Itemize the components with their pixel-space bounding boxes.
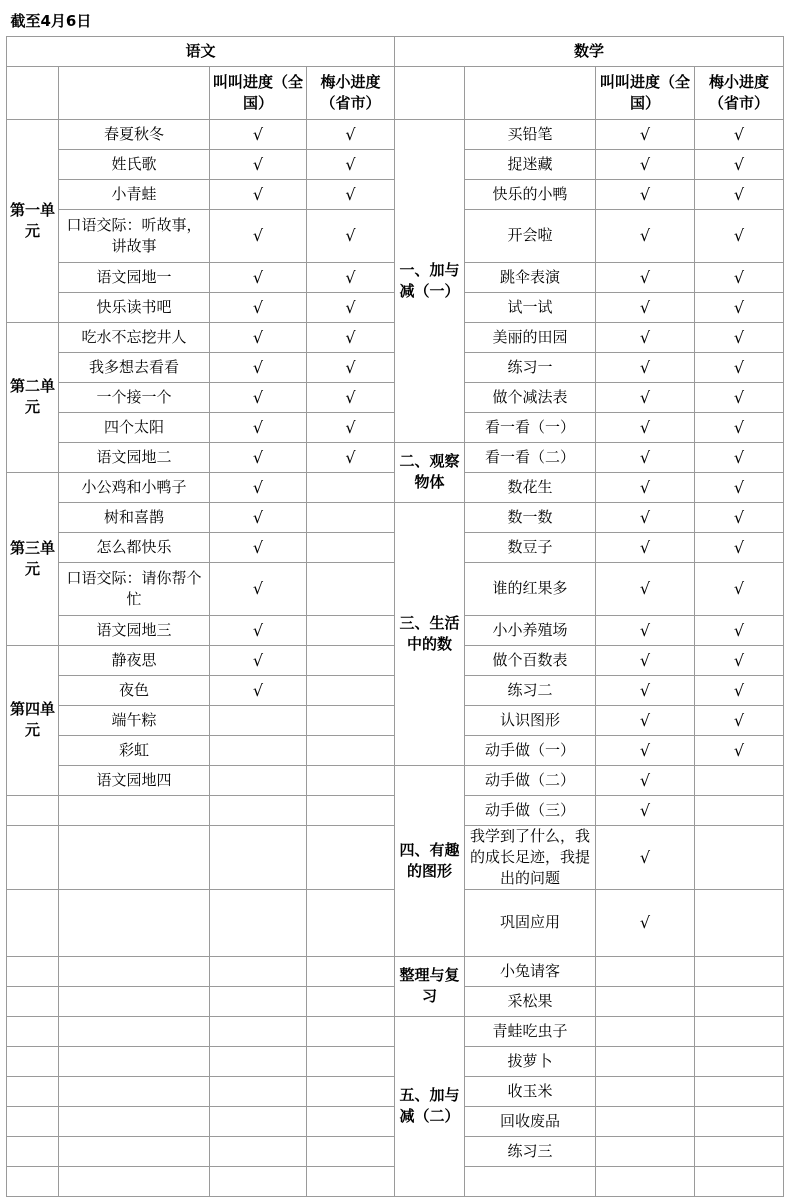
chinese-jiaojiao-check: √ <box>210 292 307 322</box>
chinese-meixiao-check <box>307 1046 395 1076</box>
math-lesson-name: 练习三 <box>465 1136 596 1166</box>
chinese-unit-cell <box>7 986 59 1016</box>
math-meixiao-check: √ <box>695 262 784 292</box>
chinese-unit-cell <box>7 889 59 956</box>
chinese-unit-cell <box>7 956 59 986</box>
chinese-meixiao-check <box>307 705 395 735</box>
chinese-jiaojiao-check <box>210 1016 307 1046</box>
math-unit-cell: 三、生活中的数 <box>395 502 465 765</box>
math-jiaojiao-check <box>596 986 695 1016</box>
math-lesson-name: 数花生 <box>465 472 596 502</box>
chinese-lesson-name: 端午粽 <box>59 705 210 735</box>
chinese-lesson-name <box>59 1166 210 1196</box>
chinese-lesson-name: 小公鸡和小鸭子 <box>59 472 210 502</box>
chinese-meixiao-check <box>307 795 395 825</box>
chinese-jiaojiao-check <box>210 795 307 825</box>
chinese-meixiao-check <box>307 502 395 532</box>
chinese-jiaojiao-check <box>210 705 307 735</box>
math-jiaojiao-check: √ <box>596 209 695 262</box>
chinese-meixiao-check <box>307 562 395 615</box>
chinese-meixiao-header: 梅小进度（省市） <box>307 66 395 119</box>
chinese-lesson-name: 四个太阳 <box>59 412 210 442</box>
math-meixiao-check <box>695 1016 784 1046</box>
chinese-jiaojiao-check: √ <box>210 149 307 179</box>
chinese-jiaojiao-check: √ <box>210 502 307 532</box>
chinese-lesson-name: 语文园地二 <box>59 442 210 472</box>
chinese-jiaojiao-check <box>210 986 307 1016</box>
math-meixiao-check: √ <box>695 645 784 675</box>
chinese-meixiao-check <box>307 1106 395 1136</box>
math-meixiao-check: √ <box>695 442 784 472</box>
chinese-lesson-name: 姓氏歌 <box>59 149 210 179</box>
math-lesson-name: 看一看（一） <box>465 412 596 442</box>
math-meixiao-header: 梅小进度（省市） <box>695 66 784 119</box>
math-meixiao-check <box>695 795 784 825</box>
math-lesson-name: 练习一 <box>465 352 596 382</box>
chinese-meixiao-check: √ <box>307 262 395 292</box>
math-lesson-name: 快乐的小鸭 <box>465 179 596 209</box>
math-jiaojiao-check <box>596 1136 695 1166</box>
math-meixiao-check: √ <box>695 675 784 705</box>
chinese-jiaojiao-check: √ <box>210 262 307 292</box>
math-jiaojiao-check <box>596 1076 695 1106</box>
math-meixiao-check: √ <box>695 412 784 442</box>
math-jiaojiao-check <box>596 956 695 986</box>
math-meixiao-check: √ <box>695 179 784 209</box>
math-lesson-name <box>465 1166 596 1196</box>
math-jiaojiao-check <box>596 1166 695 1196</box>
chinese-lesson-name: 吃水不忘挖井人 <box>59 322 210 352</box>
math-unit-cell: 五、加与减（二） <box>395 1016 465 1196</box>
chinese-jiaojiao-check <box>210 735 307 765</box>
chinese-jiaojiao-check: √ <box>210 382 307 412</box>
progress-sheet <box>6 7 784 1197</box>
math-jiaojiao-check: √ <box>596 149 695 179</box>
math-meixiao-check <box>695 1136 784 1166</box>
math-unit-cell: 四、有趣的图形 <box>395 765 465 956</box>
math-lesson-name: 做个减法表 <box>465 382 596 412</box>
chinese-lesson-name: 夜色 <box>59 675 210 705</box>
math-lesson-name: 小兔请客 <box>465 956 596 986</box>
math-jiaojiao-check: √ <box>596 382 695 412</box>
math-jiaojiao-check: √ <box>596 412 695 442</box>
chinese-jiaojiao-check: √ <box>210 675 307 705</box>
math-meixiao-check: √ <box>695 532 784 562</box>
chinese-meixiao-check <box>307 889 395 956</box>
chinese-jiaojiao-check <box>210 1106 307 1136</box>
math-lesson-name: 收玉米 <box>465 1076 596 1106</box>
math-lesson-name: 练习二 <box>465 675 596 705</box>
math-jiaojiao-check: √ <box>596 262 695 292</box>
math-jiaojiao-check: √ <box>596 825 695 889</box>
math-jiaojiao-check: √ <box>596 322 695 352</box>
math-header: 数学 <box>395 36 784 66</box>
chinese-unit-cell <box>7 825 59 889</box>
math-jiaojiao-check: √ <box>596 562 695 615</box>
math-lesson-name: 动手做（三） <box>465 795 596 825</box>
math-meixiao-check <box>695 1046 784 1076</box>
math-jiaojiao-check: √ <box>596 645 695 675</box>
math-lesson-name: 美丽的田园 <box>465 322 596 352</box>
math-lesson-name: 巩固应用 <box>465 889 596 956</box>
chinese-meixiao-check <box>307 472 395 502</box>
math-jiaojiao-check: √ <box>596 795 695 825</box>
chinese-unit-cell <box>7 1106 59 1136</box>
chinese-lesson-name: 小青蛙 <box>59 179 210 209</box>
chinese-lesson-name <box>59 956 210 986</box>
chinese-meixiao-check <box>307 956 395 986</box>
math-meixiao-check: √ <box>695 472 784 502</box>
math-meixiao-check <box>695 1106 784 1136</box>
date-note: 截至4月6日 <box>7 7 784 36</box>
math-meixiao-check: √ <box>695 705 784 735</box>
chinese-meixiao-check <box>307 1016 395 1046</box>
chinese-meixiao-check <box>307 765 395 795</box>
chinese-meixiao-check <box>307 675 395 705</box>
math-lesson-name: 做个百数表 <box>465 645 596 675</box>
math-lesson-name: 开会啦 <box>465 209 596 262</box>
math-meixiao-check <box>695 1166 784 1196</box>
chinese-jiaojiao-header: 叫叫进度（全国） <box>210 66 307 119</box>
math-meixiao-check: √ <box>695 382 784 412</box>
math-jiaojiao-check <box>596 1016 695 1046</box>
math-unit-header <box>395 66 465 119</box>
chinese-jiaojiao-check: √ <box>210 645 307 675</box>
math-jiaojiao-check: √ <box>596 442 695 472</box>
math-lesson-name: 试一试 <box>465 292 596 322</box>
chinese-meixiao-check: √ <box>307 322 395 352</box>
chinese-meixiao-check: √ <box>307 119 395 149</box>
chinese-unit-cell <box>7 1076 59 1106</box>
math-jiaojiao-check: √ <box>596 119 695 149</box>
chinese-jiaojiao-check <box>210 889 307 956</box>
chinese-lesson-name: 语文园地三 <box>59 615 210 645</box>
chinese-lesson-name <box>59 795 210 825</box>
chinese-lesson-name: 春夏秋冬 <box>59 119 210 149</box>
math-meixiao-check: √ <box>695 292 784 322</box>
math-meixiao-check: √ <box>695 735 784 765</box>
math-meixiao-check <box>695 825 784 889</box>
chinese-jiaojiao-check <box>210 1166 307 1196</box>
math-meixiao-check: √ <box>695 352 784 382</box>
math-lesson-name: 数豆子 <box>465 532 596 562</box>
math-jiaojiao-check: √ <box>596 765 695 795</box>
chinese-meixiao-check <box>307 986 395 1016</box>
chinese-jiaojiao-check: √ <box>210 562 307 615</box>
math-jiaojiao-check <box>596 1046 695 1076</box>
chinese-lesson-name <box>59 889 210 956</box>
chinese-jiaojiao-check: √ <box>210 322 307 352</box>
chinese-lesson-name: 口语交际：听故事，讲故事 <box>59 209 210 262</box>
math-lesson-name: 回收废品 <box>465 1106 596 1136</box>
math-lesson-name: 拔萝卜 <box>465 1046 596 1076</box>
chinese-unit-cell <box>7 1136 59 1166</box>
chinese-header: 语文 <box>7 36 395 66</box>
math-meixiao-check: √ <box>695 562 784 615</box>
chinese-unit-cell <box>7 795 59 825</box>
chinese-meixiao-check <box>307 1166 395 1196</box>
chinese-lesson-name <box>59 1136 210 1166</box>
chinese-lesson-name <box>59 1076 210 1106</box>
chinese-meixiao-check <box>307 735 395 765</box>
chinese-jiaojiao-check: √ <box>210 179 307 209</box>
math-lesson-name: 认识图形 <box>465 705 596 735</box>
math-jiaojiao-header: 叫叫进度（全国） <box>596 66 695 119</box>
chinese-meixiao-check: √ <box>307 382 395 412</box>
chinese-lesson-name: 快乐读书吧 <box>59 292 210 322</box>
math-lesson-name: 动手做（一） <box>465 735 596 765</box>
math-meixiao-check: √ <box>695 502 784 532</box>
chinese-meixiao-check <box>307 825 395 889</box>
chinese-unit-cell <box>7 1046 59 1076</box>
chinese-lesson-name <box>59 1106 210 1136</box>
math-jiaojiao-check: √ <box>596 615 695 645</box>
chinese-lesson-name <box>59 986 210 1016</box>
math-lesson-name: 看一看（二） <box>465 442 596 472</box>
chinese-meixiao-check: √ <box>307 149 395 179</box>
math-meixiao-check <box>695 889 784 956</box>
chinese-unit-cell: 第二单元 <box>7 322 59 472</box>
chinese-meixiao-check <box>307 532 395 562</box>
chinese-lesson-header <box>59 66 210 119</box>
chinese-unit-cell <box>7 1016 59 1046</box>
math-jiaojiao-check: √ <box>596 472 695 502</box>
math-jiaojiao-check: √ <box>596 502 695 532</box>
math-meixiao-check: √ <box>695 119 784 149</box>
math-meixiao-check: √ <box>695 615 784 645</box>
chinese-meixiao-check <box>307 1136 395 1166</box>
chinese-jiaojiao-check: √ <box>210 412 307 442</box>
math-jiaojiao-check: √ <box>596 292 695 322</box>
math-meixiao-check <box>695 1076 784 1106</box>
chinese-meixiao-check: √ <box>307 292 395 322</box>
chinese-unit-cell: 第三单元 <box>7 472 59 645</box>
chinese-jiaojiao-check <box>210 1046 307 1076</box>
chinese-jiaojiao-check <box>210 956 307 986</box>
chinese-meixiao-check: √ <box>307 412 395 442</box>
chinese-lesson-name <box>59 1046 210 1076</box>
math-jiaojiao-check: √ <box>596 179 695 209</box>
math-jiaojiao-check: √ <box>596 352 695 382</box>
chinese-unit-cell: 第一单元 <box>7 119 59 322</box>
chinese-jiaojiao-check <box>210 765 307 795</box>
chinese-meixiao-check: √ <box>307 442 395 472</box>
chinese-meixiao-check: √ <box>307 352 395 382</box>
progress-table <box>6 7 784 1197</box>
chinese-meixiao-check <box>307 645 395 675</box>
math-lesson-name: 谁的红果多 <box>465 562 596 615</box>
math-meixiao-check <box>695 986 784 1016</box>
chinese-jiaojiao-check <box>210 1136 307 1166</box>
math-jiaojiao-check: √ <box>596 735 695 765</box>
math-meixiao-check: √ <box>695 209 784 262</box>
chinese-jiaojiao-check: √ <box>210 119 307 149</box>
math-lesson-name: 青蛙吃虫子 <box>465 1016 596 1046</box>
math-lesson-name: 跳伞表演 <box>465 262 596 292</box>
math-jiaojiao-check: √ <box>596 532 695 562</box>
math-meixiao-check: √ <box>695 322 784 352</box>
math-lesson-name: 买铅笔 <box>465 119 596 149</box>
math-jiaojiao-check: √ <box>596 675 695 705</box>
chinese-jiaojiao-check <box>210 1076 307 1106</box>
chinese-jiaojiao-check: √ <box>210 532 307 562</box>
math-jiaojiao-check: √ <box>596 889 695 956</box>
math-lesson-name: 我学到了什么，我的成长足迹，我提出的问题 <box>465 825 596 889</box>
math-lesson-name: 采松果 <box>465 986 596 1016</box>
chinese-jiaojiao-check: √ <box>210 352 307 382</box>
chinese-lesson-name: 语文园地一 <box>59 262 210 292</box>
math-lesson-name: 小小养殖场 <box>465 615 596 645</box>
chinese-jiaojiao-check: √ <box>210 615 307 645</box>
math-lesson-header <box>465 66 596 119</box>
chinese-jiaojiao-check: √ <box>210 209 307 262</box>
chinese-lesson-name: 静夜思 <box>59 645 210 675</box>
chinese-lesson-name: 口语交际：请你帮个忙 <box>59 562 210 615</box>
math-lesson-name: 数一数 <box>465 502 596 532</box>
chinese-meixiao-check <box>307 1076 395 1106</box>
math-unit-cell: 一、加与减（一） <box>395 119 465 442</box>
math-meixiao-check: √ <box>695 149 784 179</box>
chinese-lesson-name: 我多想去看看 <box>59 352 210 382</box>
chinese-lesson-name: 一个接一个 <box>59 382 210 412</box>
math-jiaojiao-check <box>596 1106 695 1136</box>
math-lesson-name: 捉迷藏 <box>465 149 596 179</box>
chinese-lesson-name <box>59 1016 210 1046</box>
math-meixiao-check <box>695 765 784 795</box>
chinese-unit-cell <box>7 1166 59 1196</box>
chinese-lesson-name: 语文园地四 <box>59 765 210 795</box>
chinese-lesson-name: 彩虹 <box>59 735 210 765</box>
chinese-jiaojiao-check: √ <box>210 472 307 502</box>
chinese-jiaojiao-check: √ <box>210 442 307 472</box>
chinese-meixiao-check: √ <box>307 209 395 262</box>
math-lesson-name: 动手做（二） <box>465 765 596 795</box>
chinese-meixiao-check: √ <box>307 179 395 209</box>
math-unit-cell: 二、观察物体 <box>395 442 465 502</box>
chinese-meixiao-check <box>307 615 395 645</box>
chinese-unit-cell: 第四单元 <box>7 645 59 795</box>
chinese-lesson-name: 树和喜鹊 <box>59 502 210 532</box>
chinese-jiaojiao-check <box>210 825 307 889</box>
math-meixiao-check <box>695 956 784 986</box>
chinese-unit-header <box>7 66 59 119</box>
math-jiaojiao-check: √ <box>596 705 695 735</box>
math-unit-cell: 整理与复习 <box>395 956 465 1016</box>
chinese-lesson-name: 怎么都快乐 <box>59 532 210 562</box>
chinese-lesson-name <box>59 825 210 889</box>
